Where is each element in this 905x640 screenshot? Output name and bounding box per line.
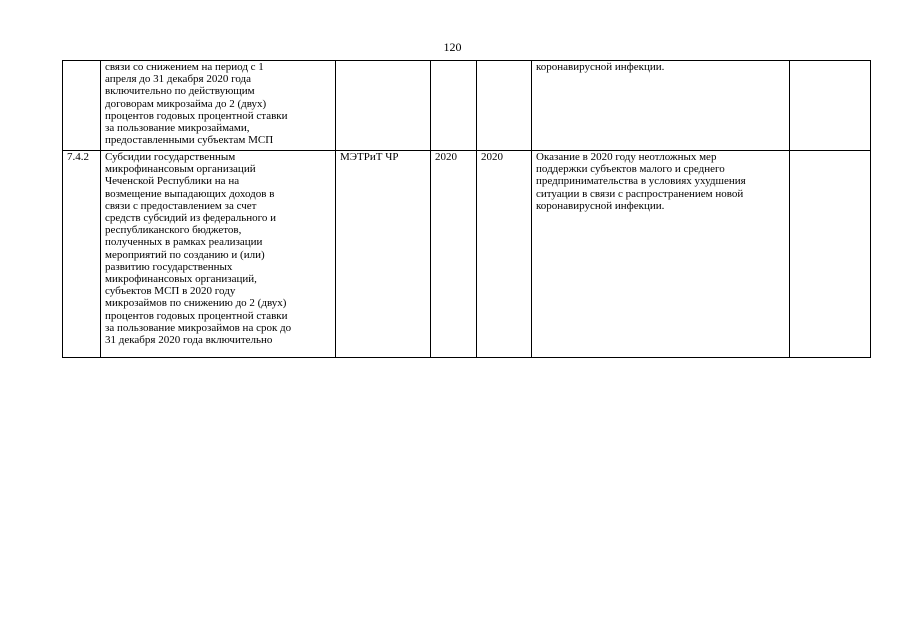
year-end-cell <box>477 61 532 151</box>
year-start-cell <box>431 61 477 151</box>
executor-cell: МЭТРиТ ЧР <box>336 151 431 358</box>
note-cell <box>790 61 871 151</box>
row-number-cell <box>63 61 101 151</box>
table-row <box>63 61 871 151</box>
measure-cell: связи со снижением на период с 1 апреля до 31 декабря 2020 года включительно по действующим договорам микрозайма до 2 (двух) процентов годовых процентной ставки за пользование микрозаймами, предоставленными субъектам МСП <box>101 61 336 151</box>
note-cell <box>790 151 871 358</box>
year-start-cell: 2020 <box>431 151 477 358</box>
year-end-cell: 2020 <box>477 151 532 358</box>
table-row <box>63 151 871 358</box>
result-cell: Оказание в 2020 году неотложных мер поддержки субъектов малого и среднего предпринимательства в условиях ухудшения ситуации в связи с распространением новой коронавирусной инфекции. <box>532 151 790 358</box>
measures-table <box>62 60 871 358</box>
page-number: 120 <box>443 40 462 54</box>
measure-cell: Субсидии государственным микрофинансовым организаций Чеченской Республики на на возмещение выпадающих доходов в связи с предоставлением за счет средств субсидий из федерального и республиканского бюджетов, полученных в рамках реализации мероприятий по созданию и (или) развитию государственных микрофинансовых организаций, субъектов МСП в 2020 году микрозаймов по снижению до 2 (двух) процентов годовых процентной ставки за пользование микрозаймов на срок до 31 декабря 2020 года включительно <box>101 151 336 358</box>
row-number-cell: 7.4.2 <box>63 151 101 358</box>
executor-cell <box>336 61 431 151</box>
result-cell: коронавирусной инфекции. <box>532 61 790 151</box>
